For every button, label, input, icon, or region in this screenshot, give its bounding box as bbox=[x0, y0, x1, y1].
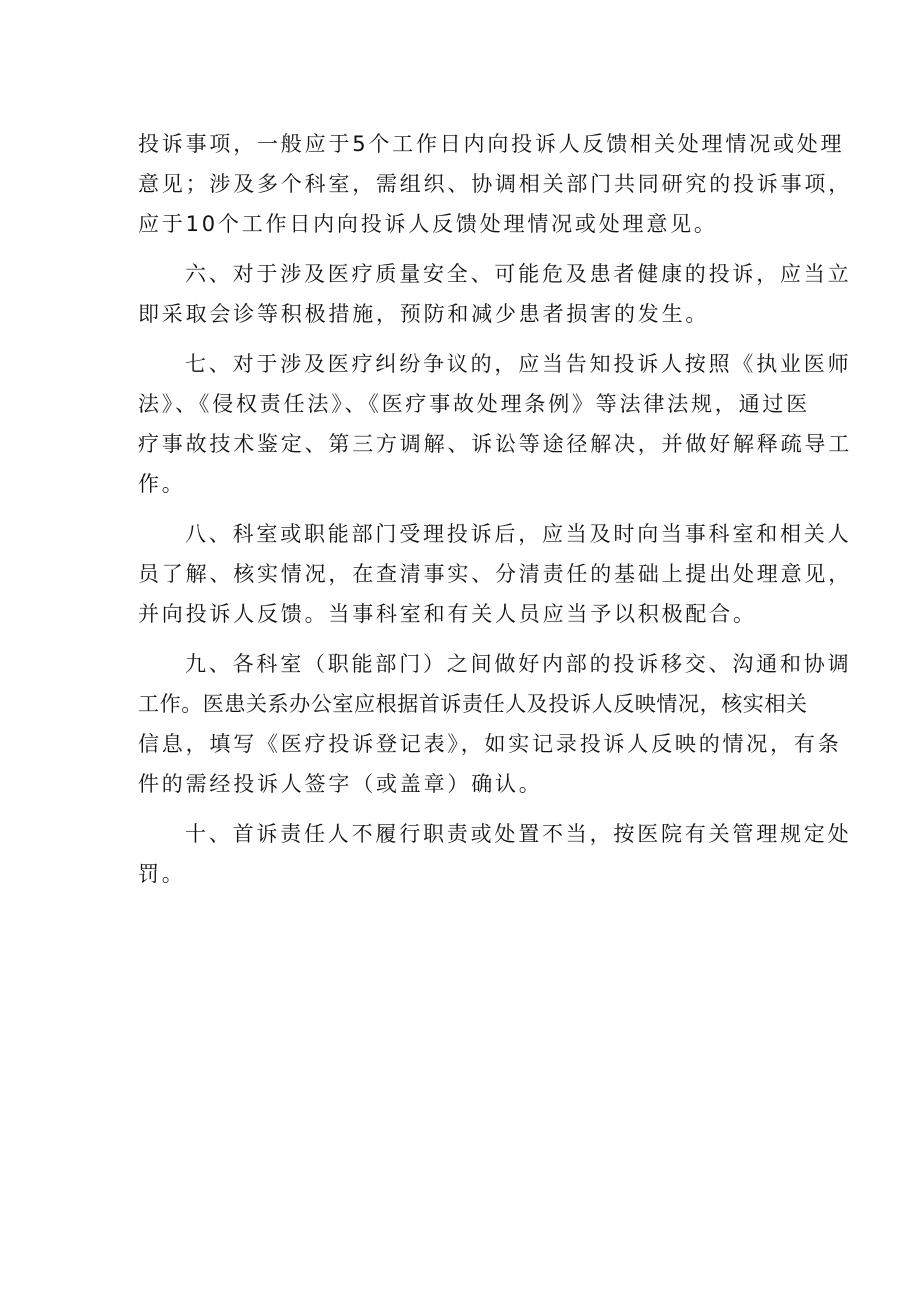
document-body bbox=[138, 124, 852, 904]
text-line: 疗事故技术鉴定、第三方调解、诉讼等途径解决，并做好解释疏导工 bbox=[138, 432, 852, 456]
paragraph-item-6 bbox=[138, 254, 852, 334]
text-line: 并向投诉人反馈。当事科室和有关人员应当予以积极配合。 bbox=[138, 602, 757, 626]
paragraph-item-8 bbox=[138, 514, 852, 634]
text-line: 九、各科室（职能部门）之间做好内部的投诉移交、沟通和协调 bbox=[185, 652, 852, 676]
text-line: 应于10个工作日内向投诉人反馈处理情况或处理意见。 bbox=[138, 212, 718, 236]
text-line: 法》、《侵权责任法》、《医疗事故处理条例》等法律法规，通过医 bbox=[138, 392, 810, 416]
text-line: 投诉事项，一般应于5个工作日内向投诉人反馈相关处理情况或处理 bbox=[138, 132, 845, 156]
text-line: 罚。 bbox=[138, 862, 186, 886]
text-line: 八、科室或职能部门受理投诉后，应当及时向当事科室和相关人 bbox=[185, 522, 852, 546]
text-line: 信息，填写《医疗投诉登记表》，如实记录投诉人反映的情况，有条 bbox=[138, 732, 842, 756]
paragraph-item-10 bbox=[138, 814, 852, 894]
text-line: 作。 bbox=[138, 472, 186, 496]
text-line: 六、对于涉及医疗质量安全、可能危及患者健康的投诉，应当立 bbox=[185, 262, 852, 286]
paragraph-item-7 bbox=[138, 344, 852, 504]
text-line: 员了解、核实情况，在查清事实、分清责任的基础上提出处理意见， bbox=[138, 562, 852, 586]
text-line: 件的需经投诉人签字（或盖章）确认。 bbox=[138, 772, 543, 796]
text-line: 七、对于涉及医疗纠纷争议的，应当告知投诉人按照《执业医师 bbox=[185, 352, 852, 376]
text-line: 工作。医患关系办公室应根据首诉责任人及投诉人反映情况，核实相关 bbox=[138, 692, 808, 716]
text-line: 意见；涉及多个科室，需组织、协调相关部门共同研究的投诉事项， bbox=[138, 172, 852, 196]
paragraph-item-9 bbox=[138, 644, 852, 804]
text-line: 十、首诉责任人不履行职责或处置不当，按医院有关管理规定处 bbox=[185, 822, 852, 846]
paragraph-continuation bbox=[138, 124, 852, 244]
text-line: 即采取会诊等积极措施，预防和减少患者损害的发生。 bbox=[138, 302, 710, 326]
